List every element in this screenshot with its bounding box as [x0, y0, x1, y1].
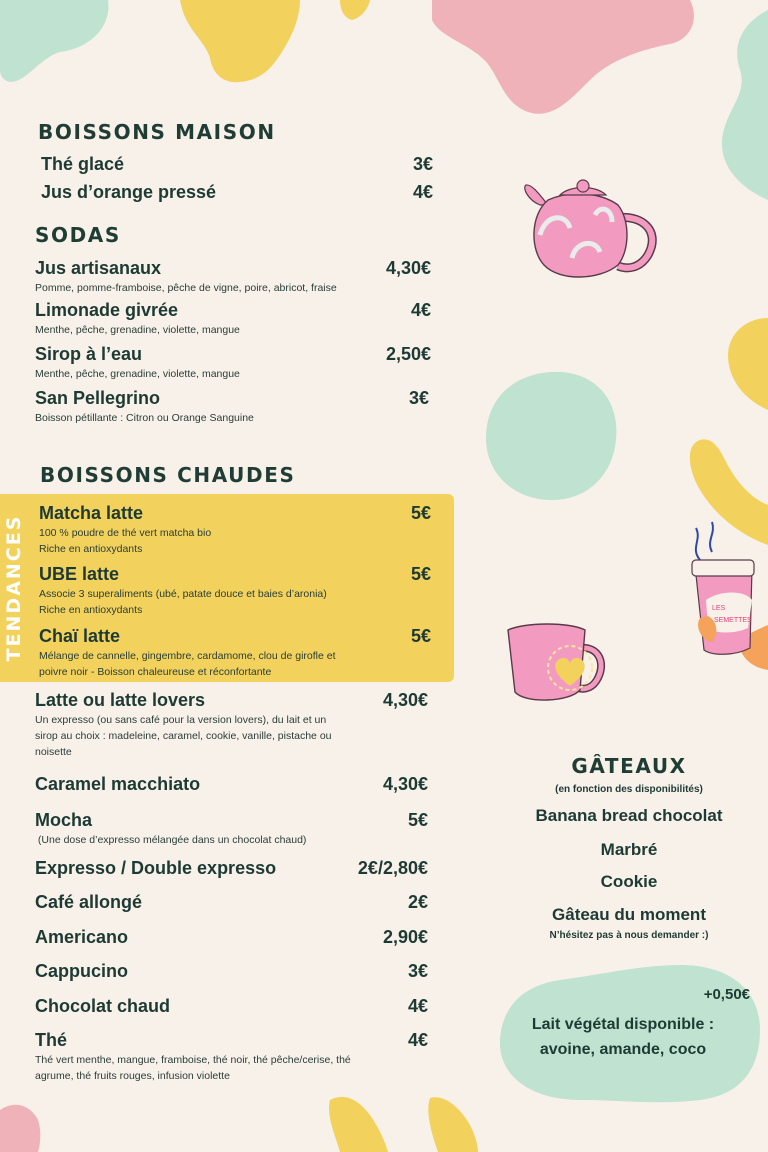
item-name: Caramel macchiato [35, 774, 201, 794]
menu-item-mocha [35, 809, 428, 848]
item-name: Café allongé [35, 892, 143, 912]
menu-item-the [35, 1029, 428, 1084]
item-description: Riche en antioxydants [39, 543, 143, 555]
item-name: Cappucino [35, 961, 128, 981]
item-description: (Une dose d’expresso mélangée dans un chocolat chaud) [35, 834, 307, 846]
cup-logo-line1: LES [712, 605, 726, 612]
yellow-curve-right-2 [690, 439, 768, 545]
item-name: Expresso / Double expresso [35, 858, 277, 878]
menu-item-cappucino [35, 960, 428, 982]
coffee-cup-icon [692, 522, 768, 670]
item-description: noisette [35, 746, 72, 758]
cup-logo-line2: SEMETTES [714, 617, 752, 624]
item-price: 2€ [407, 892, 428, 912]
section-title-chaudes: BOISSONS CHAUDES [40, 463, 296, 487]
menu-item-chocolat-chaud [35, 995, 428, 1017]
item-description: Thé vert menthe, mangue, framboise, thé noir, thé pêche/cerise, thé [35, 1054, 351, 1066]
mint-blob-right [722, 10, 768, 200]
item-name: Limonade givrée [35, 300, 179, 320]
menu-item-sirop [35, 343, 431, 382]
plant-milk-price: +0,50€ [703, 986, 750, 1003]
item-name: UBE latte [39, 564, 120, 584]
item-name: Chocolat chaud [35, 996, 171, 1016]
gateau-item: Cookie [600, 872, 658, 891]
section-title-sodas: SODAS [35, 223, 121, 247]
item-description: agrume, thé fruits rouges, infusion violette [35, 1070, 230, 1082]
plant-milk-line2: avoine, amande, coco [539, 1041, 707, 1058]
menu-item-ube-latte [39, 563, 431, 618]
menu-item-jus-artisanaux [35, 257, 431, 296]
yellow-leaf-top-2 [340, 0, 370, 20]
pink-blob-top-right [432, 0, 694, 114]
item-name: Jus d’orange pressé [41, 182, 217, 202]
menu-item-latte [35, 689, 428, 760]
item-name: Matcha latte [39, 503, 144, 523]
item-name: Chaï latte [39, 626, 121, 646]
item-name: San Pellegrino [35, 388, 161, 408]
gateaux-footer: N’hésitez pas à nous demander :) [549, 930, 709, 941]
item-name: Americano [35, 927, 129, 947]
item-name: Thé [35, 1030, 68, 1050]
teapot-icon [525, 180, 653, 277]
item-price: 5€ [407, 810, 428, 830]
item-description: Menthe, pêche, grenadine, violette, mangue [35, 368, 240, 380]
item-price: 4€ [410, 300, 431, 320]
menu-item-expresso [35, 857, 428, 879]
menu-item-san-pellegrino [35, 387, 429, 426]
item-price: 5€ [410, 626, 431, 646]
item-description: Menthe, pêche, grenadine, violette, mangue [35, 324, 240, 336]
item-description: Un expresso (ou sans café pour la version lovers), du lait et un [35, 714, 327, 726]
gateau-item: Banana bread chocolat [535, 806, 723, 825]
plant-milk-info [510, 1012, 736, 1062]
item-price: 4,30€ [382, 690, 428, 710]
menu-item-limonade [35, 299, 431, 338]
mint-blob-top-left [0, 0, 109, 82]
menu-item-caramel-macchiato [35, 773, 428, 795]
item-description: Pomme, pomme-framboise, pêche de vigne, poire, abricot, fraise [35, 282, 337, 294]
section-title-gateaux: GÂTEAUX [571, 754, 687, 778]
menu-item-jus-orange [41, 181, 433, 203]
menu-item-matcha-latte [39, 502, 431, 557]
item-price: 2,50€ [385, 344, 431, 364]
item-description: sirop au choix : madeleine, caramel, cookie, vanille, pistache ou [35, 730, 332, 742]
plant-milk-line1: Lait végétal disponible : [531, 1016, 715, 1033]
item-description: Mélange de cannelle, gingembre, cardamome, clou de girofle et [39, 650, 336, 662]
menu-item-americano [35, 926, 428, 948]
pink-blob-bottom-left [0, 1105, 40, 1152]
item-price: 5€ [410, 564, 431, 584]
tendances-label: TENDANCES [3, 514, 25, 662]
item-price: 4€ [407, 1030, 428, 1050]
item-name: Latte ou latte lovers [35, 690, 206, 710]
item-price: 3€ [408, 388, 429, 408]
item-name: Jus artisanaux [35, 258, 162, 278]
item-name: Mocha [35, 810, 93, 830]
item-price: 3€ [407, 961, 428, 981]
yellow-leaf-top [180, 0, 300, 82]
item-description: 100 % poudre de thé vert matcha bio [39, 527, 212, 539]
yellow-leaf-bottom-2 [428, 1097, 478, 1152]
menu-item-the-glace [41, 153, 433, 175]
item-description: poivre noir - Boisson chaleureuse et réconfortante [39, 666, 272, 678]
item-name: Thé glacé [41, 154, 125, 174]
item-price: 5€ [410, 503, 431, 523]
item-price: 4€ [412, 182, 433, 202]
item-description: Associe 3 superaliments (ubé, patate douce et baies d’aronia) [39, 588, 327, 600]
item-price: 3€ [412, 154, 433, 174]
item-price: 2,90€ [382, 927, 428, 947]
gateau-item: Marbré [600, 840, 658, 859]
menu-item-cafe-allonge [35, 891, 428, 913]
item-price: 4,30€ [385, 258, 431, 278]
mint-circle-middle [486, 372, 616, 500]
mug-icon [508, 624, 601, 700]
item-description: Boisson pétillante : Citron ou Orange Sanguine [35, 412, 254, 424]
item-price: 2€/2,80€ [357, 858, 428, 878]
item-name: Sirop à l’eau [35, 344, 143, 364]
item-description: Riche en antioxydants [39, 604, 143, 616]
gateaux-note: (en fonction des disponibilités) [555, 784, 703, 795]
item-price: 4€ [407, 996, 428, 1016]
gateau-item: Gâteau du moment [552, 905, 706, 924]
yellow-curve-right [728, 318, 768, 410]
yellow-leaf-bottom [329, 1097, 388, 1152]
section-title-maison: BOISSONS MAISON [38, 120, 276, 144]
item-price: 4,30€ [382, 774, 428, 794]
menu-item-chai-latte [39, 625, 431, 680]
